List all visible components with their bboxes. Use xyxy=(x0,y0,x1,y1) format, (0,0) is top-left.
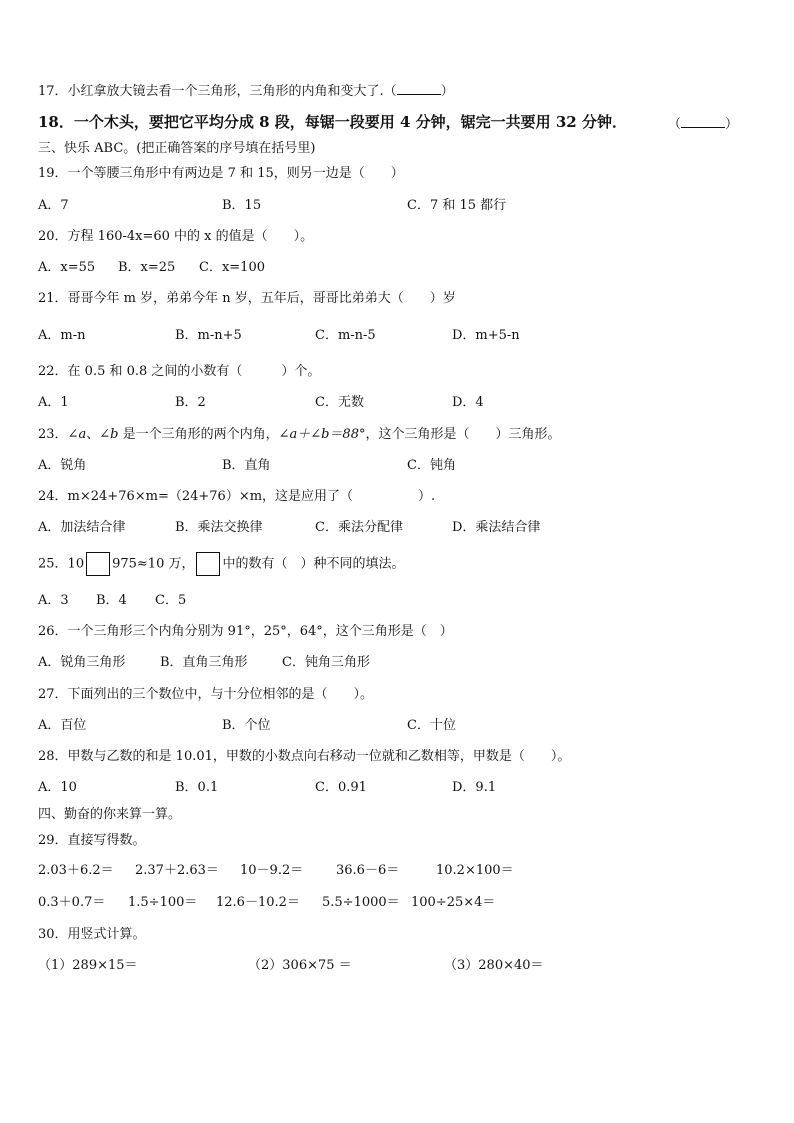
angle-b: ∠b xyxy=(99,427,119,442)
option-d[interactable]: D．m+5-n xyxy=(452,328,520,343)
calc-item: 100÷25×4＝ xyxy=(411,895,496,910)
question-24-stem: 24．m×24+76×m=（24+76）×m，这是应用了（ ）. xyxy=(38,489,436,504)
answer-blank[interactable] xyxy=(397,82,441,95)
calc-item: 10.2×100＝ xyxy=(436,863,514,878)
question-25-stem: 25．10 975≈10 万， 中的数有（ ）种不同的填法。 xyxy=(38,552,405,577)
calc-item: 2.03＋6.2＝ xyxy=(38,863,114,878)
option-a[interactable]: A．加法结合律 xyxy=(38,520,126,535)
option-c[interactable]: C．0.91 xyxy=(315,780,367,795)
option-b[interactable]: B．4 xyxy=(96,593,127,608)
calc-item: （2）306×75 ＝ xyxy=(248,958,352,973)
option-b[interactable]: B．0.1 xyxy=(175,780,219,795)
calc-item: 2.37＋2.63＝ xyxy=(135,863,219,878)
question-20-stem: 20．方程 160-4x=60 中的 x 的值是（ ）。 xyxy=(38,229,314,244)
option-c[interactable]: C．m-n-5 xyxy=(315,328,376,343)
section-3-heading: 三、快乐 ABC。(把正确答案的序号填在括号里) xyxy=(38,141,316,156)
question-21-stem: 21．哥哥今年 m 岁，弟弟今年 n 岁，五年后，哥哥比弟弟大（ ）岁 xyxy=(38,291,456,306)
calc-item: （3）280×40＝ xyxy=(444,958,544,973)
question-18 xyxy=(38,113,627,131)
question-30-stem: 30．用竖式计算。 xyxy=(38,927,146,942)
question-18-answer: （ ） xyxy=(668,117,739,132)
option-d[interactable]: D．乘法结合律 xyxy=(452,520,541,535)
question-17-text: 17．小红拿放大镜去看一个三角形，三角形的内角和变大了.（ xyxy=(38,84,397,99)
angle-formula: ∠a＋∠b＝88° xyxy=(278,427,366,442)
question-28-stem: 28．甲数与乙数的和是 10.01，甲数的小数点向右移动一位就和乙数相等，甲数是（ ）。 xyxy=(38,749,571,764)
option-c[interactable]: C．钝角三角形 xyxy=(282,655,370,670)
option-c[interactable]: C．5 xyxy=(155,593,187,608)
digit-box[interactable] xyxy=(86,552,110,576)
angle-a: ∠a xyxy=(67,427,87,442)
option-c[interactable]: C．乘法分配律 xyxy=(315,520,403,535)
calc-item: 36.6－6＝ xyxy=(336,863,400,878)
question-18-text: 18．一个木头，要把它平均分成 8 段，每锯一段要用 4 分钟，锯完一共要用 32 分钟． xyxy=(38,113,627,131)
digit-box[interactable] xyxy=(196,552,220,576)
option-a[interactable]: A．锐角三角形 xyxy=(38,655,126,670)
option-c[interactable]: C．无数 xyxy=(315,395,364,410)
section-4-heading: 四、勤奋的你来算一算。 xyxy=(38,807,182,822)
calc-item: 1.5÷100＝ xyxy=(128,895,198,910)
option-b[interactable]: B．直角三角形 xyxy=(160,655,248,670)
option-b[interactable]: B．个位 xyxy=(222,718,271,733)
calc-item: 12.6－10.2＝ xyxy=(216,895,300,910)
option-c[interactable]: C．十位 xyxy=(407,718,456,733)
option-b[interactable]: B．m-n+5 xyxy=(175,328,242,343)
calc-item: 5.5÷1000＝ xyxy=(322,895,400,910)
question-26-stem: 26．一个三角形三个内角分别为 91°，25°，64°，这个三角形是（ ） xyxy=(38,624,453,639)
question-23-stem: 23．∠a、∠b 是一个三角形的两个内角，∠a＋∠b＝88°，这个三角形是（ ）三角形。 xyxy=(38,427,561,442)
calc-item: （1）289×15＝ xyxy=(38,958,138,973)
option-c[interactable]: C．7 和 15 都行 xyxy=(407,198,507,213)
calc-item: 10－9.2＝ xyxy=(240,863,304,878)
option-a[interactable]: A．1 xyxy=(38,395,69,410)
option-a[interactable]: A．10 xyxy=(38,780,77,795)
question-22-stem: 22．在 0.5 和 0.8 之间的小数有（ ）个。 xyxy=(38,364,321,379)
question-29-stem: 29．直接写得数。 xyxy=(38,833,146,848)
option-c[interactable]: C．钝角 xyxy=(407,458,456,473)
option-b[interactable]: B．直角 xyxy=(222,458,271,473)
option-b[interactable]: B．x=25 xyxy=(118,260,176,275)
question-27-stem: 27．下面列出的三个数位中，与十分位相邻的是（ ）。 xyxy=(38,687,374,702)
option-d[interactable]: D．4 xyxy=(452,395,484,410)
calc-item: 0.3＋0.7＝ xyxy=(38,895,106,910)
question-19-stem: 19．一个等腰三角形中有两边是 7 和 15，则另一边是（ ） xyxy=(38,166,404,181)
option-a[interactable]: A．7 xyxy=(38,198,69,213)
option-a[interactable]: A．锐角 xyxy=(38,458,87,473)
option-b[interactable]: B．乘法交换律 xyxy=(175,520,263,535)
answer-blank[interactable] xyxy=(681,115,725,128)
option-a[interactable]: A．x=55 xyxy=(38,260,96,275)
option-a[interactable]: A．m-n xyxy=(38,328,86,343)
option-b[interactable]: B．15 xyxy=(222,198,262,213)
option-b[interactable]: B．2 xyxy=(175,395,206,410)
option-a[interactable]: A．3 xyxy=(38,593,69,608)
option-c[interactable]: C．x=100 xyxy=(199,260,265,275)
option-a[interactable]: A．百位 xyxy=(38,718,87,733)
question-17: 17．小红拿放大镜去看一个三角形，三角形的内角和变大了.（ ） xyxy=(38,84,454,99)
option-d[interactable]: D．9.1 xyxy=(452,780,497,795)
